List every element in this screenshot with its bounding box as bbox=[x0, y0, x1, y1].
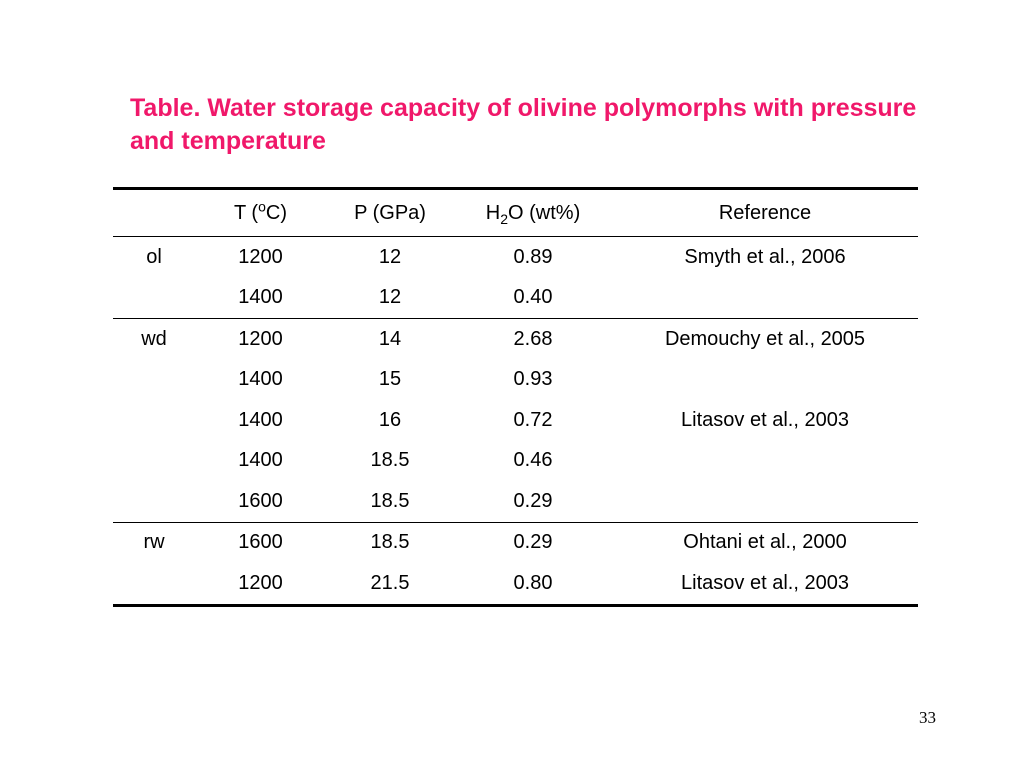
cell-pressure: 12 bbox=[326, 278, 454, 319]
cell-phase bbox=[113, 441, 195, 482]
header-phase bbox=[113, 189, 195, 237]
cell-phase bbox=[113, 400, 195, 441]
cell-pressure: 16 bbox=[378, 408, 402, 431]
cell-phase bbox=[113, 278, 195, 319]
cell-temperature: 1400 bbox=[238, 368, 283, 391]
cell-phase bbox=[113, 360, 195, 401]
table-row bbox=[113, 441, 918, 482]
cell-water: 0.80 bbox=[454, 563, 612, 605]
cell-reference: Demouchy et al., 2005 bbox=[664, 327, 866, 350]
table-row bbox=[113, 360, 918, 401]
cell-reference: Litasov et al., 2003 bbox=[612, 563, 918, 605]
cell-temperature: 1200 bbox=[195, 563, 326, 605]
header-temperature-suffix: C) bbox=[265, 201, 287, 224]
cell-temperature: 1400 bbox=[195, 278, 326, 319]
cell-water: 0.29 bbox=[513, 531, 553, 554]
cell-reference bbox=[612, 481, 918, 522]
cell-phase: rw bbox=[143, 531, 165, 554]
cell-phase: wd bbox=[141, 327, 167, 350]
cell-pressure: 15 bbox=[378, 368, 402, 391]
table-row bbox=[113, 522, 918, 563]
cell-reference bbox=[612, 441, 918, 482]
header-temperature-degree: o bbox=[258, 197, 266, 214]
cell-temperature: 1400 bbox=[238, 408, 283, 431]
cell-water: 0.46 bbox=[513, 449, 553, 472]
cell-temperature: 1200 bbox=[238, 327, 283, 350]
cell-water: 0.89 bbox=[513, 245, 553, 268]
cell-water: 0.72 bbox=[513, 408, 553, 431]
cell-water: 0.29 bbox=[454, 481, 612, 522]
water-storage-table bbox=[113, 187, 918, 607]
table-row bbox=[113, 481, 918, 522]
header-water-prefix: H bbox=[485, 201, 501, 224]
cell-pressure: 18.5 bbox=[370, 449, 410, 472]
header-temperature-prefix: T ( bbox=[234, 201, 259, 224]
cell-temperature: 1200 bbox=[238, 245, 283, 268]
cell-pressure: 14 bbox=[378, 327, 402, 350]
cell-pressure: 18.5 bbox=[370, 531, 410, 554]
cell-pressure: 12 bbox=[378, 245, 402, 268]
cell-water: 2.68 bbox=[513, 327, 553, 350]
cell-phase bbox=[113, 481, 195, 522]
header-pressure: P (GPa) bbox=[326, 189, 454, 237]
cell-phase bbox=[113, 563, 195, 605]
page-number: 33 bbox=[919, 708, 936, 727]
cell-temperature: 1600 bbox=[238, 531, 283, 554]
header-water-content bbox=[454, 189, 612, 237]
cell-reference bbox=[612, 360, 918, 401]
cell-reference bbox=[612, 278, 918, 319]
table-row bbox=[113, 319, 918, 360]
cell-reference: Smyth et al., 2006 bbox=[684, 245, 846, 268]
cell-water: 0.93 bbox=[513, 368, 553, 391]
cell-temperature: 1600 bbox=[195, 481, 326, 522]
cell-phase: ol bbox=[146, 245, 162, 268]
table-row bbox=[113, 237, 918, 278]
cell-pressure: 18.5 bbox=[326, 481, 454, 522]
slide-title: Table. Water storage capacity of olivine polymorphs with pressure and temperature bbox=[130, 94, 917, 155]
cell-reference: Litasov et al., 2003 bbox=[681, 408, 849, 431]
header-reference: Reference bbox=[612, 189, 918, 237]
header-water-suffix: O (wt%) bbox=[508, 201, 581, 224]
cell-temperature: 1400 bbox=[238, 449, 283, 472]
table-row bbox=[113, 400, 918, 441]
cell-pressure: 21.5 bbox=[326, 563, 454, 605]
water-storage-table-container bbox=[113, 187, 918, 607]
cell-water: 0.40 bbox=[454, 278, 612, 319]
table-row bbox=[113, 563, 918, 605]
cell-reference: Ohtani et al., 2000 bbox=[683, 531, 847, 554]
header-temperature bbox=[195, 189, 326, 237]
table-row bbox=[113, 278, 918, 319]
table-header-row bbox=[113, 189, 918, 237]
header-water-subscript: 2 bbox=[500, 210, 509, 227]
